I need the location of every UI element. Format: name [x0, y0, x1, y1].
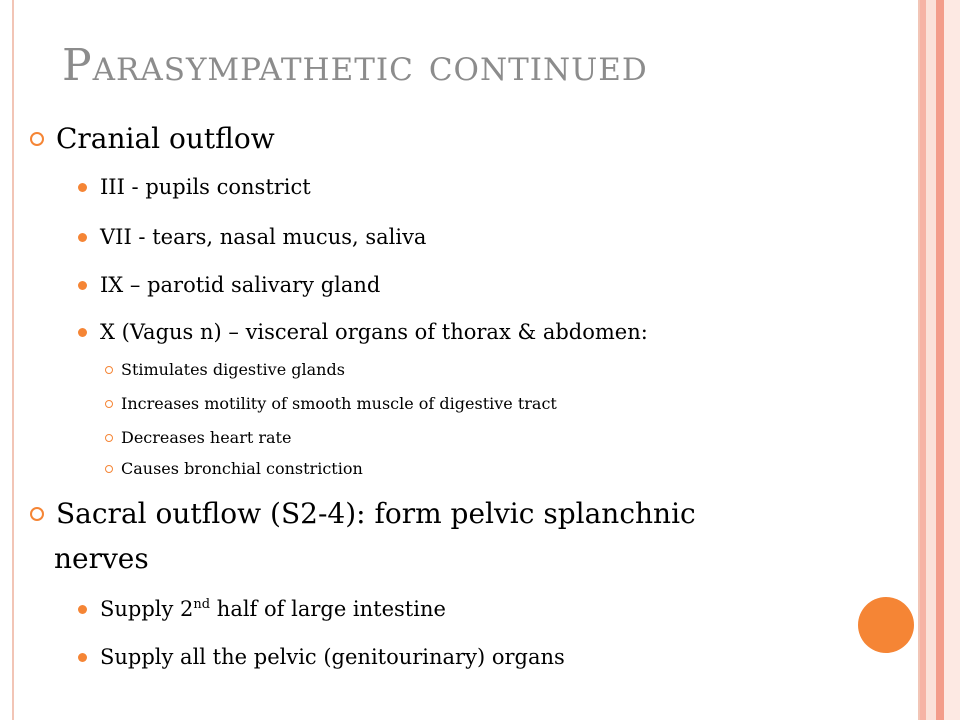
sacral-heading-line2: nerves [54, 542, 149, 575]
vagus-subitem-text: Stimulates digestive glands [121, 360, 345, 379]
vagus-subitem [105, 394, 557, 413]
cranial-item: VII - tears, nasal mucus, saliva [100, 225, 427, 249]
list-item [78, 320, 648, 344]
cranial-item: X (Vagus n) – visceral organs of thorax & abdomen: [100, 320, 648, 344]
dot-bullet-icon [78, 653, 87, 662]
stripe [936, 0, 944, 720]
decorative-stripes [920, 0, 960, 720]
sacral-item-1 [100, 597, 446, 621]
sacral-heading-cont [54, 542, 149, 575]
bullet-cranial [30, 122, 275, 155]
dot-bullet-icon [78, 233, 87, 242]
list-item [78, 175, 311, 199]
list-item [78, 597, 446, 621]
ring-bullet-icon [105, 465, 113, 473]
cranial-item: III - pupils constrict [100, 175, 311, 199]
dot-bullet-icon [78, 281, 87, 290]
vagus-subitem-text: Causes bronchial constriction [121, 459, 363, 478]
stripe [926, 0, 936, 720]
sacral-heading-line1: Sacral outflow (S2-4): form pelvic splanchnic [56, 497, 696, 530]
dot-bullet-icon [78, 605, 87, 614]
sacral-item-1-suffix: half of large intestine [210, 597, 446, 621]
ring-bullet-icon [105, 366, 113, 374]
ring-bullet-icon [30, 132, 44, 146]
dot-bullet-icon [78, 183, 87, 192]
list-item [78, 225, 426, 249]
sacral-item-2: Supply all the pelvic (genitourinary) organs [100, 645, 565, 669]
vagus-subitem-text: Decreases heart rate [121, 428, 292, 447]
vagus-subitem [105, 459, 363, 478]
stripe [944, 0, 960, 720]
ring-bullet-icon [30, 507, 44, 521]
dot-bullet-icon [78, 328, 87, 337]
ring-bullet-icon [105, 400, 113, 408]
vagus-subitem [105, 428, 291, 447]
ring-bullet-icon [105, 434, 113, 442]
sacral-item-1-sup: nd [193, 597, 211, 612]
list-item [78, 645, 565, 669]
slide-title: Parasympathetic continued [62, 40, 648, 91]
cranial-item: IX – parotid salivary gland [100, 273, 381, 297]
sacral-item-1-prefix: Supply 2 [100, 597, 194, 621]
cranial-heading: Cranial outflow [56, 122, 275, 155]
vagus-subitem [105, 360, 345, 379]
bullet-sacral [30, 497, 696, 530]
vagus-subitem-text: Increases motility of smooth muscle of digestive tract [121, 394, 557, 413]
list-item [78, 273, 380, 297]
